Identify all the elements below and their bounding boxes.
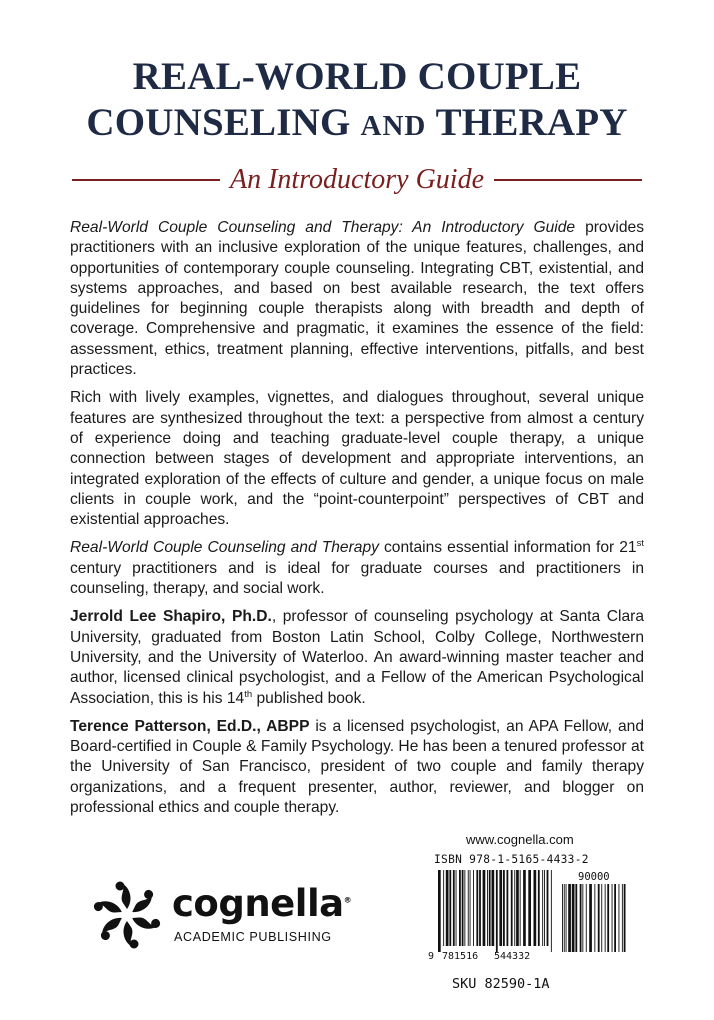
barcode-bar <box>601 884 602 952</box>
subtitle-rule-left <box>72 179 220 181</box>
barcode-bar <box>612 884 613 952</box>
barcode-bar <box>456 870 457 946</box>
ean-group-1: 781516 <box>442 951 479 962</box>
barcode-bar <box>479 870 481 946</box>
barcode-bar <box>487 870 488 946</box>
barcode-bar <box>492 870 495 946</box>
barcode-bar <box>575 884 577 952</box>
barcode-bar <box>564 884 565 952</box>
barcode-bar <box>520 870 521 946</box>
isbn-barcode <box>428 870 628 962</box>
barcode-bar <box>453 870 455 946</box>
author-bio-patterson: is a licensed psychologist, an APA Fellow, and Board-certified in Couple & Family Psychology. He has been a tenured professor at the University of San Francisco, president of two couple and family therapy organizations, and a frequent presenter, author, reviewer, and blogger on professional ethics and couple therapy. <box>70 717 644 817</box>
publisher-logo <box>92 880 352 950</box>
barcode-bar <box>622 884 623 952</box>
book-subtitle: An Introductory Guide <box>229 164 485 195</box>
barcode-bar <box>566 884 567 952</box>
paragraph-features: Rich with lively examples, vignettes, and dialogues throughout, several unique features are synthesized throughout the text: a perspective from almost a century of experience doing and teaching graduate-level couple therapy, a unique connection between stages of development and appropriate interventions, an integrated exploration of the effects of culture and gender, a unique focus on male clients in couple work, and the “point-counterpoint” perspectives of CBT and existential approaches. <box>70 389 644 529</box>
audience-text-b: century practitioners and is ideal for graduate courses and practitioners in counseling, therapy, and social work. <box>70 559 644 598</box>
barcode-bar <box>582 884 583 952</box>
barcode-bar <box>619 884 620 952</box>
isbn-text: ISBN 978-1-5165-4433-2 <box>434 853 589 866</box>
barcode-bar <box>542 870 543 946</box>
barcode-bar <box>446 870 449 946</box>
barcode-bar <box>459 870 461 946</box>
barcode-bar <box>544 870 545 946</box>
book-title <box>0 54 714 149</box>
subtitle-rule-right <box>494 179 642 181</box>
barcode-bar <box>496 870 498 952</box>
sku-text: SKU 82590-1A <box>452 976 550 992</box>
title-line-2b: THERAPY <box>426 101 628 144</box>
cognella-flower-icon <box>92 880 162 950</box>
barcode-bar <box>468 870 469 946</box>
barcode-bar <box>589 884 592 952</box>
barcode-bar <box>476 870 478 946</box>
paragraph-summary <box>70 218 644 380</box>
barcode-bar <box>462 870 464 946</box>
barcode-bar <box>624 884 626 952</box>
registered-mark: ® <box>343 895 352 905</box>
back-cover-description <box>70 218 644 826</box>
author-name-shapiro: Jerrold Lee Shapiro, Ph.D. <box>70 608 272 626</box>
barcode-bar <box>598 884 600 952</box>
barcode-bar <box>514 870 515 946</box>
barcode-bar <box>594 884 595 952</box>
barcode-bar <box>614 884 616 952</box>
barcode-bar <box>443 870 444 946</box>
author-bio-shapiro-a: , professor of counseling psychology at Santa Clara University, graduated from Boston Latin School, Colby College, Northwestern University, and the University of Waterloo. An award-winning master teacher and author, licensed clinical psychologist, and a Fellow of the American Psychological Association, this is his 14 <box>70 608 645 707</box>
title-line-2a: COUNSELING <box>86 101 361 144</box>
barcode-bar <box>580 884 582 952</box>
barcode-bar <box>499 870 502 946</box>
summary-text: provides practitioners with an inclusive exploration of the unique features, challenges, and opportunities of contemporary couple counseling. Integrating CBT, existential, and systems approaches, and based on best available research, the text offers guidelines for beginning couple therapists along with breadth and depth of coverage. Comprehensive and pragmatic, it examines the essence of the field: assessment, ethics, treatment planning, effective interventions, pitfalls, and best practices. <box>70 219 645 379</box>
publisher-url: www.cognella.com <box>466 832 574 847</box>
subtitle-row <box>72 162 642 198</box>
barcode-bar <box>464 870 465 946</box>
barcode-bar <box>551 870 552 952</box>
author-bio-shapiro-b: published book. <box>252 689 366 707</box>
barcode-bar <box>538 870 540 946</box>
paragraph-author-shapiro <box>70 607 644 708</box>
publisher-name-text: cognella <box>172 882 344 925</box>
publisher-tagline: ACADEMIC PUBLISHING <box>174 930 332 944</box>
barcode-bar <box>547 870 549 946</box>
paragraph-audience <box>70 538 644 599</box>
ordinal-st: st <box>636 538 644 550</box>
barcode-bar <box>528 870 531 946</box>
barcode-bar <box>470 870 471 946</box>
ean-group-2: 544332 <box>494 951 531 962</box>
barcode-bar <box>511 870 513 946</box>
barcode-bar <box>507 870 509 946</box>
author-name-patterson: Terence Patterson, Ed.D., ABPP <box>70 717 310 735</box>
audience-text-a: contains essential information for 21 <box>378 539 637 557</box>
title-line-1: REAL-WORLD COUPLE <box>132 55 582 98</box>
barcode-bar <box>523 870 526 946</box>
barcode-bar <box>449 870 451 946</box>
book-title-italic-2: Real-World Couple Counseling and Therapy <box>70 539 379 557</box>
barcode-bar <box>534 870 537 946</box>
barcode-bar <box>503 870 505 946</box>
title-and: AND <box>360 110 427 142</box>
ean-first-digit: 9 <box>428 951 435 962</box>
barcode-bar <box>516 870 519 946</box>
ordinal-th: th <box>244 688 253 700</box>
barcode-bar <box>562 884 563 952</box>
price-code: 90000 <box>578 871 610 883</box>
barcode-bar <box>586 884 587 952</box>
barcode-bar <box>473 870 474 946</box>
barcode-bar <box>607 884 609 952</box>
barcode-block <box>428 832 628 992</box>
barcode-bar <box>568 884 571 952</box>
book-title-italic: Real-World Couple Counseling and Therapy: An Introductory Guide <box>70 219 576 236</box>
barcode-bar <box>572 884 575 952</box>
paragraph-author-patterson <box>70 717 644 818</box>
barcode-bar <box>483 870 486 946</box>
barcode-bar <box>489 870 491 946</box>
barcode-bar <box>438 870 441 952</box>
publisher-name <box>172 882 351 925</box>
barcode-bar <box>605 884 606 952</box>
